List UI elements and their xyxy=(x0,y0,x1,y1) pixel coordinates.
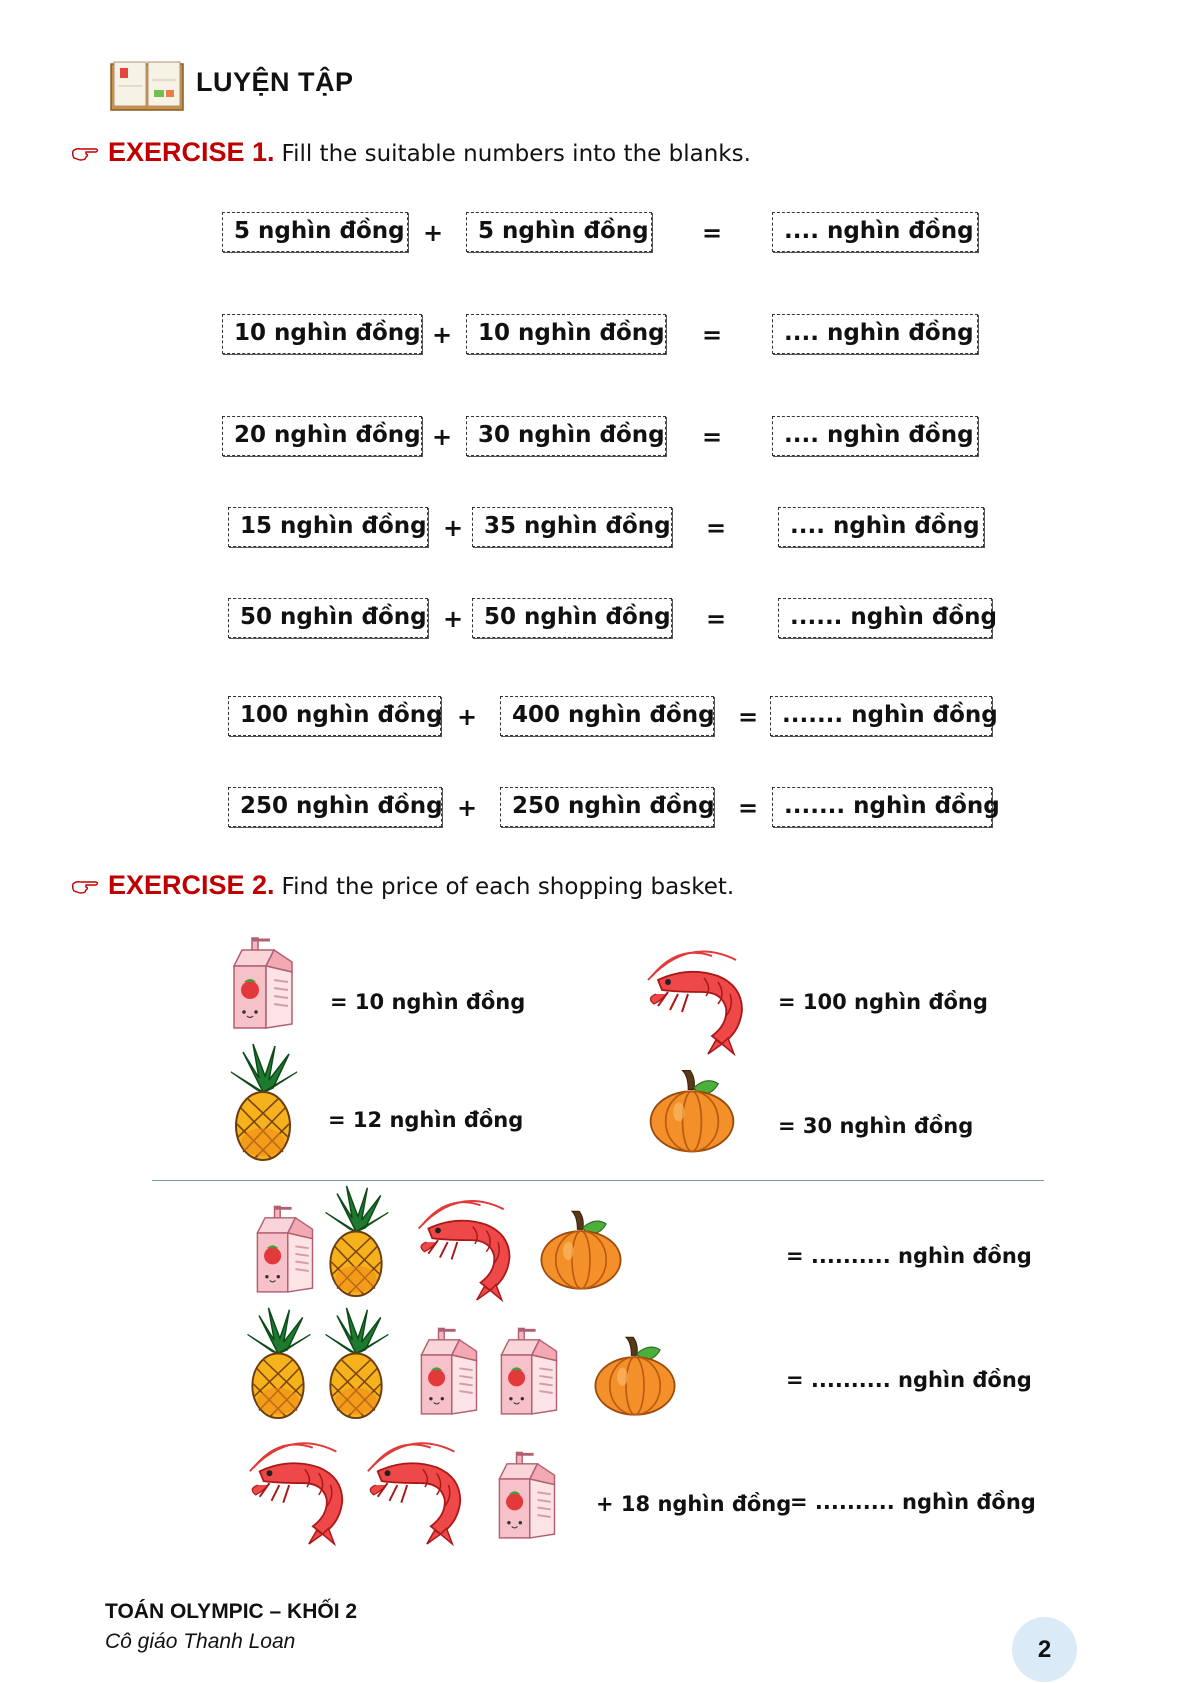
exercise-2-label: EXERCISE 2. xyxy=(108,870,275,900)
basket-3-answer[interactable]: = .......... nghìn đồng xyxy=(790,1490,1036,1514)
plus-sign: + xyxy=(423,219,444,247)
pineapple-icon xyxy=(318,1306,394,1420)
exercise-1-heading xyxy=(72,137,751,168)
book-icon xyxy=(110,60,184,112)
basket-3-extra-amount: + 18 nghìn đồng xyxy=(596,1492,792,1516)
exercise-1-label: EXERCISE 1. xyxy=(108,137,275,167)
plus-sign: + xyxy=(457,703,478,731)
milk-carton-icon xyxy=(490,1326,566,1422)
pumpkin-icon xyxy=(590,1334,680,1418)
plus-sign: + xyxy=(457,794,478,822)
section-title: LUYỆN TẬP xyxy=(196,67,354,97)
pumpkin-icon xyxy=(645,1066,739,1156)
basket-1-answer[interactable]: = .......... nghìn đồng xyxy=(786,1244,1032,1268)
milk-carton-icon xyxy=(246,1204,322,1300)
shrimp-icon xyxy=(408,1186,526,1302)
pineapple-price: = 12 nghìn đồng xyxy=(328,1108,524,1132)
plus-sign: + xyxy=(432,423,453,451)
addend-a-box: 50 nghìn đồng xyxy=(228,598,428,638)
equals-sign: = xyxy=(738,794,759,822)
result-blank[interactable]: ....... nghìn đồng xyxy=(772,787,992,827)
result-blank[interactable]: .... nghìn đồng xyxy=(772,212,978,252)
equals-sign: = xyxy=(702,423,723,451)
equals-sign: = xyxy=(706,605,727,633)
equals-sign: = xyxy=(702,219,723,247)
section-divider xyxy=(152,1180,1044,1181)
pointing-hand-icon xyxy=(72,146,100,162)
footer-title: TOÁN OLYMPIC – KHỐI 2 xyxy=(105,1600,358,1623)
pumpkin-icon xyxy=(536,1208,626,1292)
pineapple-icon xyxy=(318,1184,394,1298)
milk-carton-icon xyxy=(410,1326,486,1422)
plus-sign: + xyxy=(432,321,453,349)
milk-price: = 10 nghìn đồng xyxy=(330,990,526,1014)
shrimp-icon xyxy=(240,1428,358,1546)
shrimp-icon xyxy=(358,1428,476,1546)
addend-a-box: 15 nghìn đồng xyxy=(228,507,428,547)
addend-b-box: 10 nghìn đồng xyxy=(466,314,666,354)
exercise-2-heading xyxy=(72,870,734,901)
addend-b-box: 35 nghìn đồng xyxy=(472,507,672,547)
exercise-2-instruction: Find the price of each shopping basket. xyxy=(281,874,735,900)
addend-b-box: 50 nghìn đồng xyxy=(472,598,672,638)
addend-a-box: 10 nghìn đồng xyxy=(222,314,422,354)
pineapple-icon xyxy=(240,1306,316,1420)
equals-sign: = xyxy=(706,514,727,542)
result-blank[interactable]: ...... nghìn đồng xyxy=(778,598,992,638)
result-blank[interactable]: .... nghìn đồng xyxy=(772,416,978,456)
exercise-1-instruction: Fill the suitable numbers into the blanks. xyxy=(281,141,751,167)
addend-a-box: 250 nghìn đồng xyxy=(228,787,442,827)
plus-sign: + xyxy=(443,605,464,633)
equals-sign: = xyxy=(738,703,759,731)
shrimp-price: = 100 nghìn đồng xyxy=(778,990,988,1014)
footer-author: Cô giáo Thanh Loan xyxy=(105,1630,296,1653)
result-blank[interactable]: ....... nghìn đồng xyxy=(770,696,992,736)
plus-sign: + xyxy=(443,514,464,542)
addend-a-box: 20 nghìn đồng xyxy=(222,416,422,456)
equals-sign: = xyxy=(702,321,723,349)
page-number: 2 xyxy=(1012,1617,1077,1682)
milk-carton-icon xyxy=(222,936,302,1036)
addend-b-box: 400 nghìn đồng xyxy=(500,696,714,736)
basket-2-answer[interactable]: = .......... nghìn đồng xyxy=(786,1368,1032,1392)
pointing-hand-icon xyxy=(72,879,100,895)
result-blank[interactable]: .... nghìn đồng xyxy=(778,507,984,547)
shrimp-icon xyxy=(638,936,758,1056)
addend-b-box: 5 nghìn đồng xyxy=(466,212,652,252)
milk-carton-icon xyxy=(488,1450,564,1546)
pineapple-icon xyxy=(223,1042,303,1162)
pumpkin-price: = 30 nghìn đồng xyxy=(778,1114,974,1138)
addend-a-box: 100 nghìn đồng xyxy=(228,696,441,736)
addend-b-box: 250 nghìn đồng xyxy=(500,787,714,827)
addend-b-box: 30 nghìn đồng xyxy=(466,416,666,456)
addend-a-box: 5 nghìn đồng xyxy=(222,212,408,252)
result-blank[interactable]: .... nghìn đồng xyxy=(772,314,978,354)
